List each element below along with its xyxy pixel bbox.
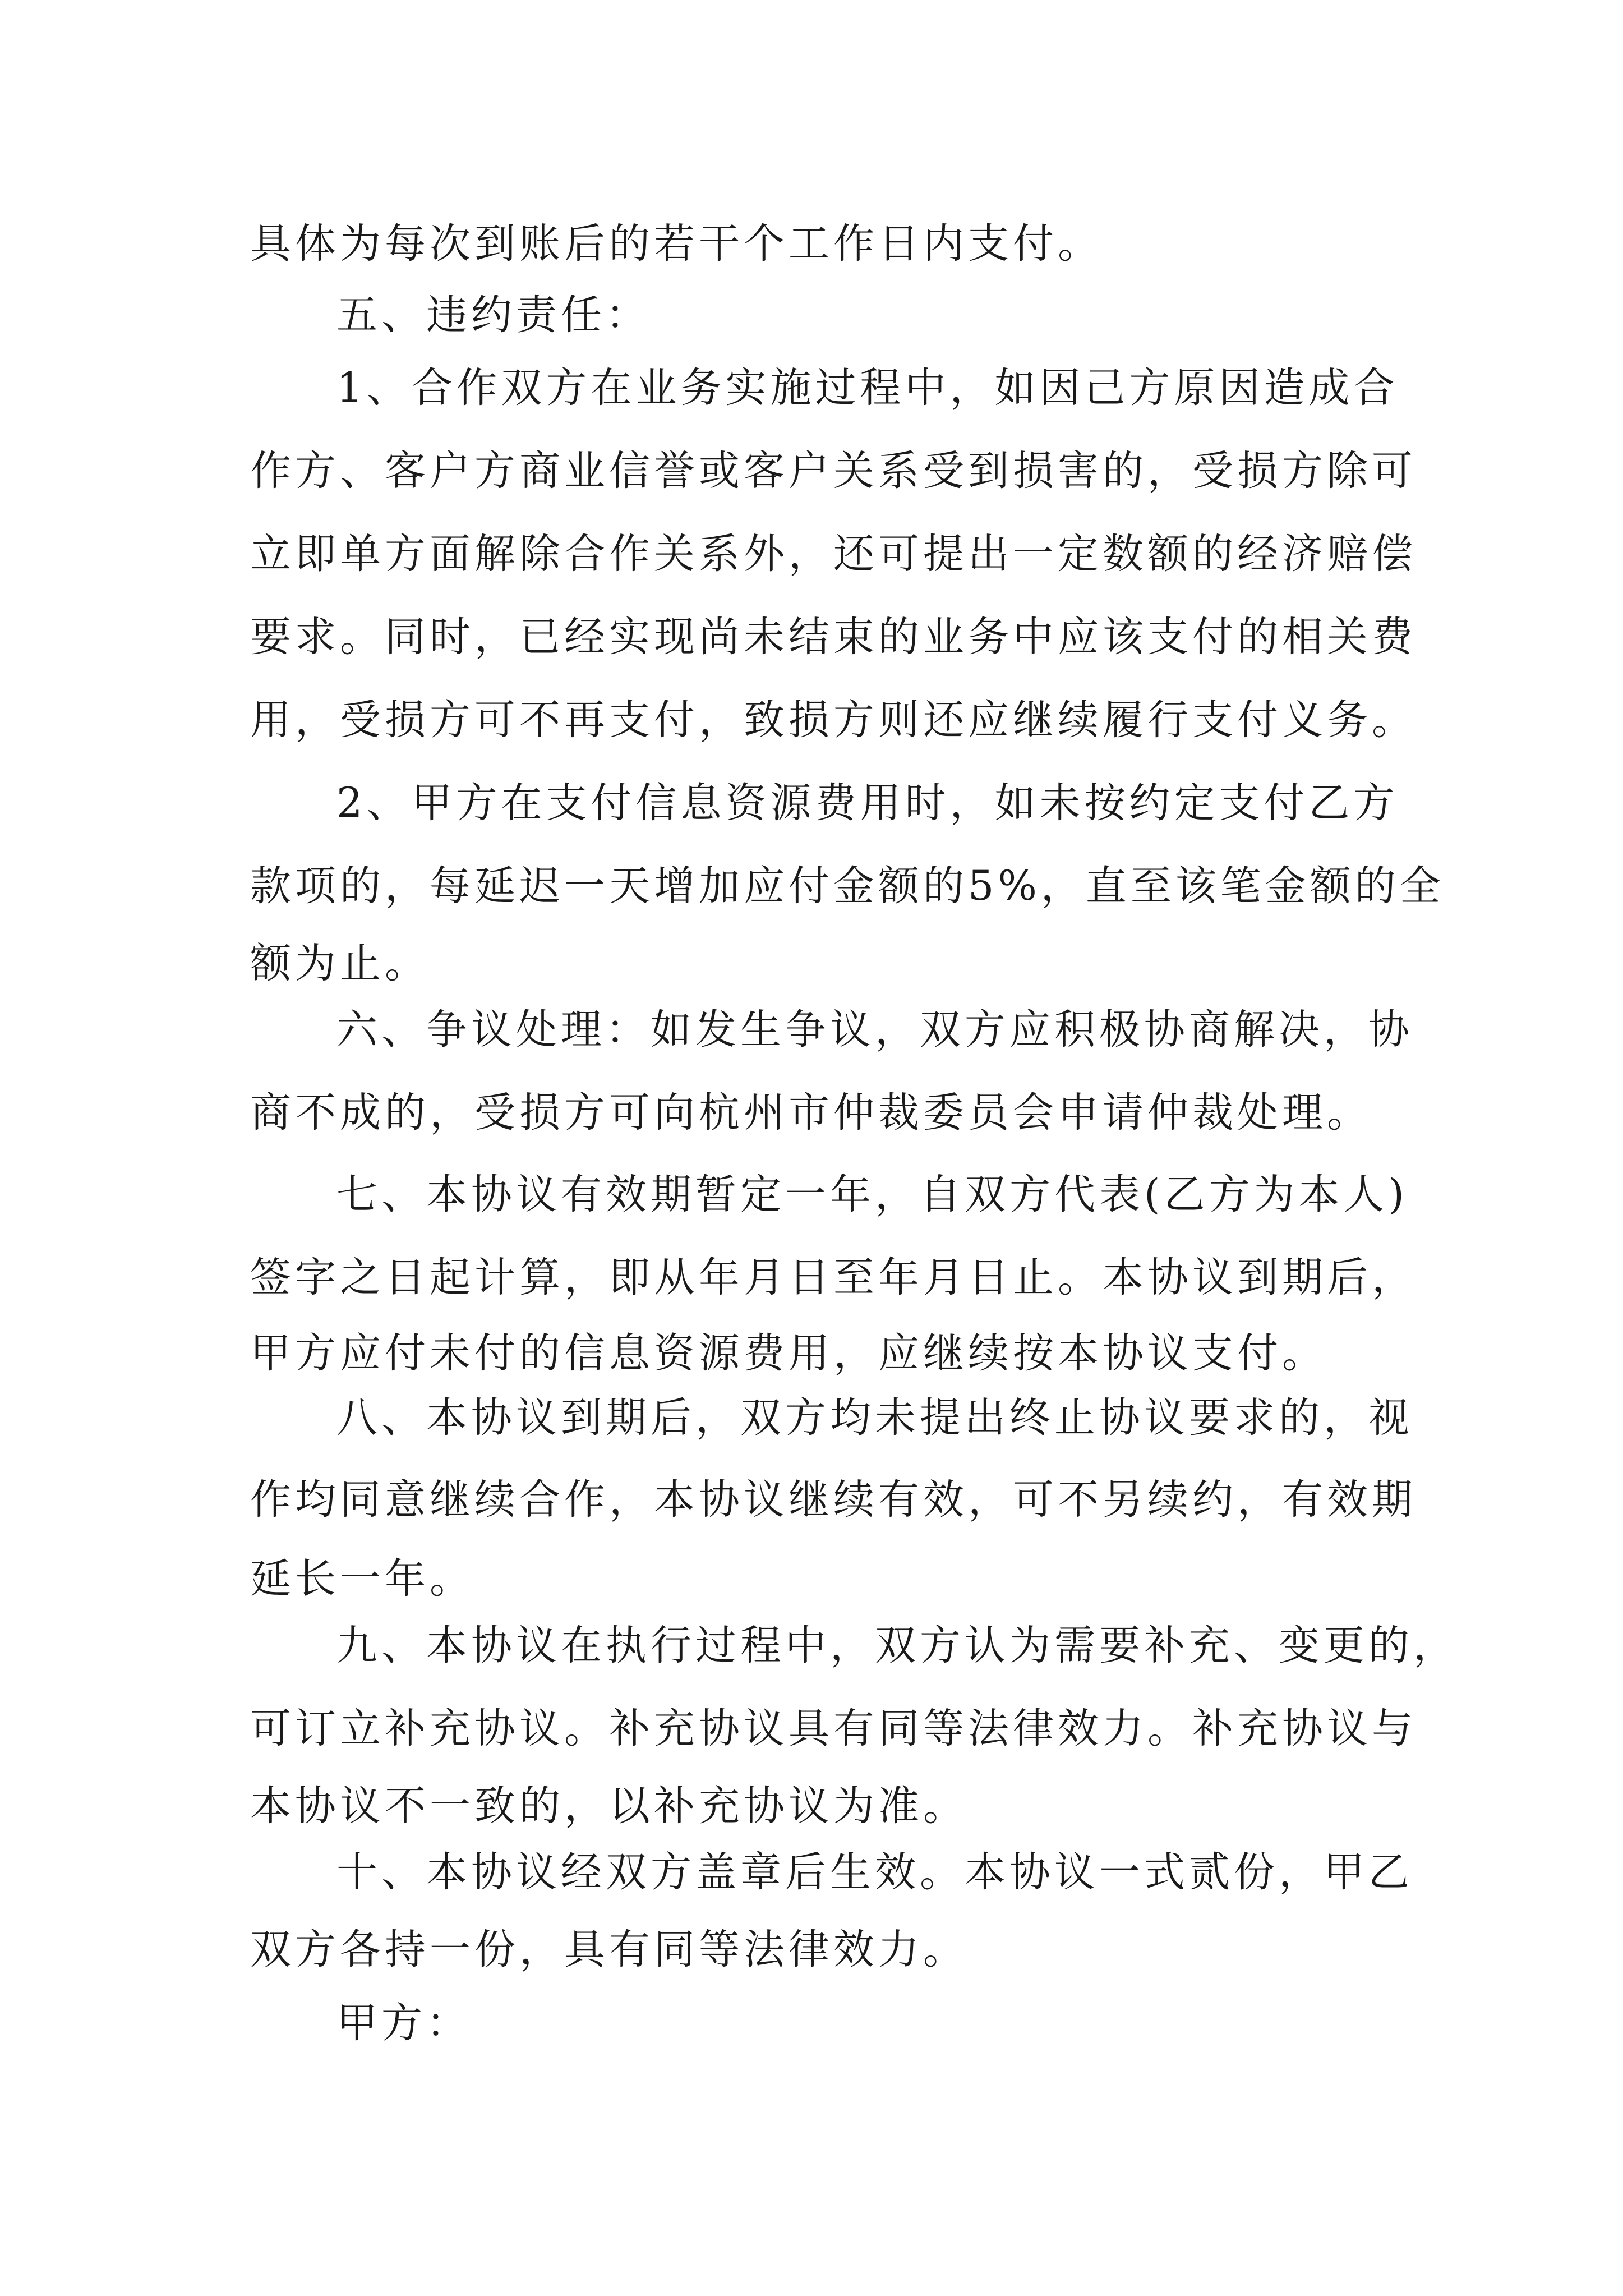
text-line: 额为止。 [250,940,430,987]
text-line: 延长一年。 [250,1555,474,1603]
text-line: 九、本协议在执行过程中，双方认为需要补充、变更的， [336,1622,1458,1669]
text-line: 八、本协议到期后，双方均未提出终止协议要求的，视 [336,1394,1413,1442]
text-line: 七、本协议有效期暂定一年，自双方代表(乙方为本人) [336,1171,1408,1218]
text-line: 款项的，每延迟一天增加应付金额的5%，直至该笔金额的全 [250,862,1445,910]
text-line: 双方各持一份，具有同等法律效力。 [250,1926,968,1973]
text-line: 1、合作双方在业务实施过程中，如因己方原因造成合 [336,364,1399,412]
text-line: 可订立补充协议。补充协议具有同等法律效力。补充协议与 [250,1705,1417,1752]
text-line: 立即单方面解除合作关系外，还可提出一定数额的经济赔偿 [250,530,1417,578]
text-line: 作方、客户方商业信誉或客户关系受到损害的，受损方除可 [250,447,1417,495]
section-heading-breach: 五、违约责任： [336,291,651,339]
text-line: 2、甲方在支付信息资源费用时，如未按约定支付乙方 [336,779,1399,827]
text-line: 本协议不一致的，以补充协议为准。 [250,1782,968,1830]
text-line: 作均同意继续合作，本协议继续有效，可不另续约，有效期 [250,1476,1417,1524]
text-line: 具体为每次到账后的若干个工作日内支付。 [250,220,1103,268]
signature-label-party-a: 甲方： [336,1999,471,2047]
text-line: 用，受损方可不再支付，致损方则还应继续履行支付义务。 [250,696,1417,744]
text-line: 十、本协议经双方盖章后生效。本协议一式贰份，甲乙 [336,1848,1413,1896]
text-line: 签字之日起计算，即从年月日至年月日止。本协议到期后， [250,1254,1417,1301]
text-line: 要求。同时，已经实现尚未结束的业务中应该支付的相关费 [250,613,1417,661]
text-line: 甲方应付未付的信息资源费用，应继续按本协议支付。 [250,1329,1327,1377]
text-line: 商不成的，受损方可向杭州市仲裁委员会申请仲裁处理。 [250,1089,1372,1137]
section-heading-dispute: 六、争议处理：如发生争议，双方应积极协商解决，协 [336,1006,1413,1053]
